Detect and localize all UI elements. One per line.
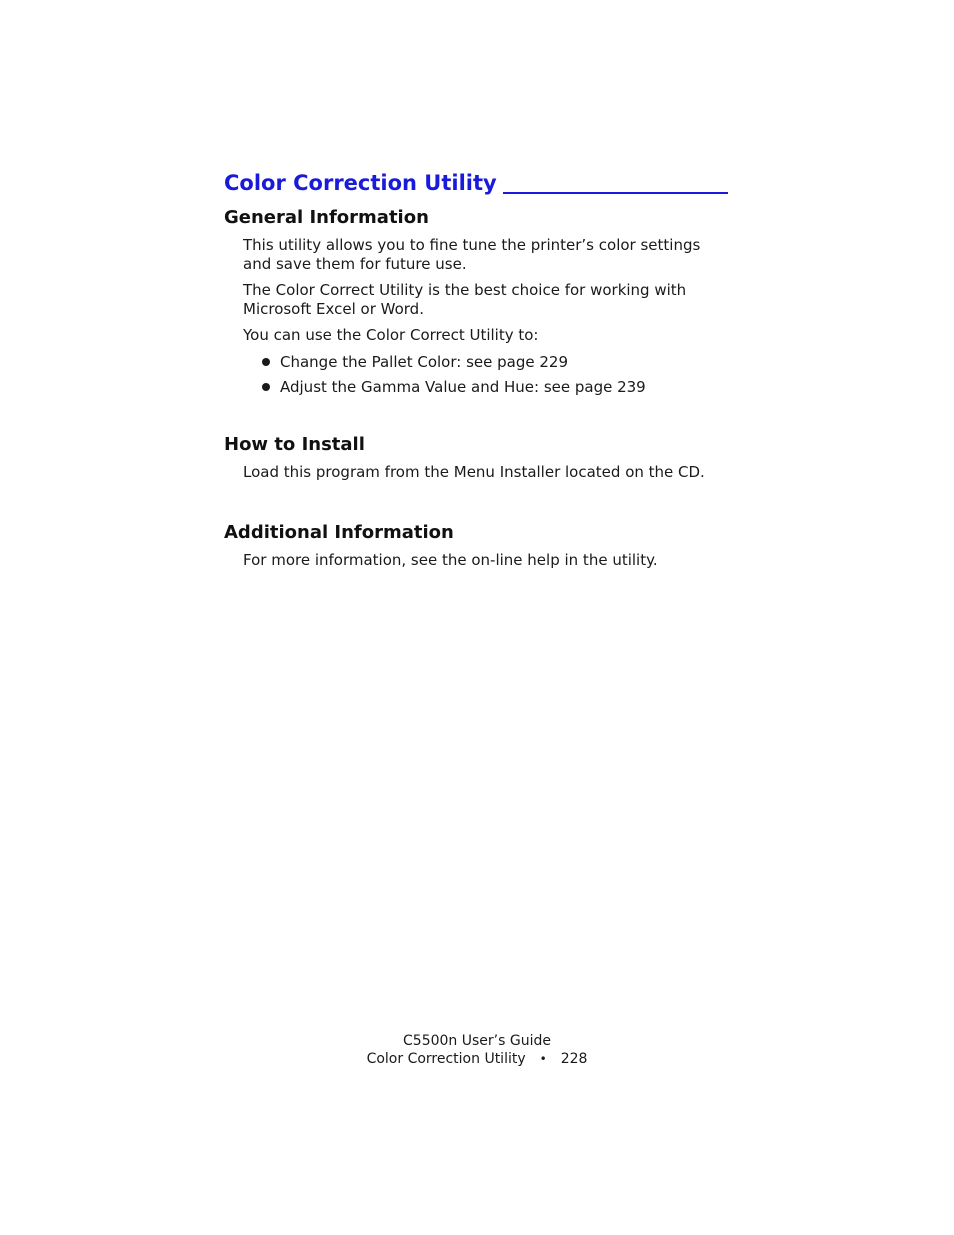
footer-page-number: 228 xyxy=(560,1051,588,1067)
title-rule xyxy=(503,192,728,194)
heading-general-information: General Information xyxy=(224,207,429,228)
footer-line xyxy=(0,1050,954,1068)
bullet-text: Change the Pallet Color: see page 229 xyxy=(280,352,568,371)
chapter-title: Color Correction Utility xyxy=(224,171,497,195)
heading-additional-information: Additional Information xyxy=(224,522,454,543)
page-footer xyxy=(0,1032,954,1068)
bullet-icon xyxy=(262,358,270,366)
heading-how-to-install: How to Install xyxy=(224,434,365,455)
list-item xyxy=(262,349,732,374)
paragraph-general-1: This utility allows you to fine tune the printer’s color settings and save them for future use. xyxy=(243,236,701,273)
list-item xyxy=(262,374,732,399)
chapter-title-row xyxy=(224,168,728,198)
paragraph-general-2: The Color Correct Utility is the best choice for working with Microsoft Excel or Word. xyxy=(243,281,687,318)
paragraph-general-3: You can use the Color Correct Utility to: xyxy=(243,326,539,344)
footer-separator: • xyxy=(539,1052,547,1066)
footer-section-name: Color Correction Utility xyxy=(366,1051,526,1067)
paragraph-install: Load this program from the Menu Installer located on the CD. xyxy=(243,463,705,481)
bullet-icon xyxy=(262,383,270,391)
footer-guide-name: C5500n User’s Guide xyxy=(403,1033,551,1049)
bullet-text: Adjust the Gamma Value and Hue: see page 239 xyxy=(280,377,646,396)
paragraph-additional: For more information, see the on-line help in the utility. xyxy=(243,551,658,569)
bullet-list xyxy=(262,349,732,399)
